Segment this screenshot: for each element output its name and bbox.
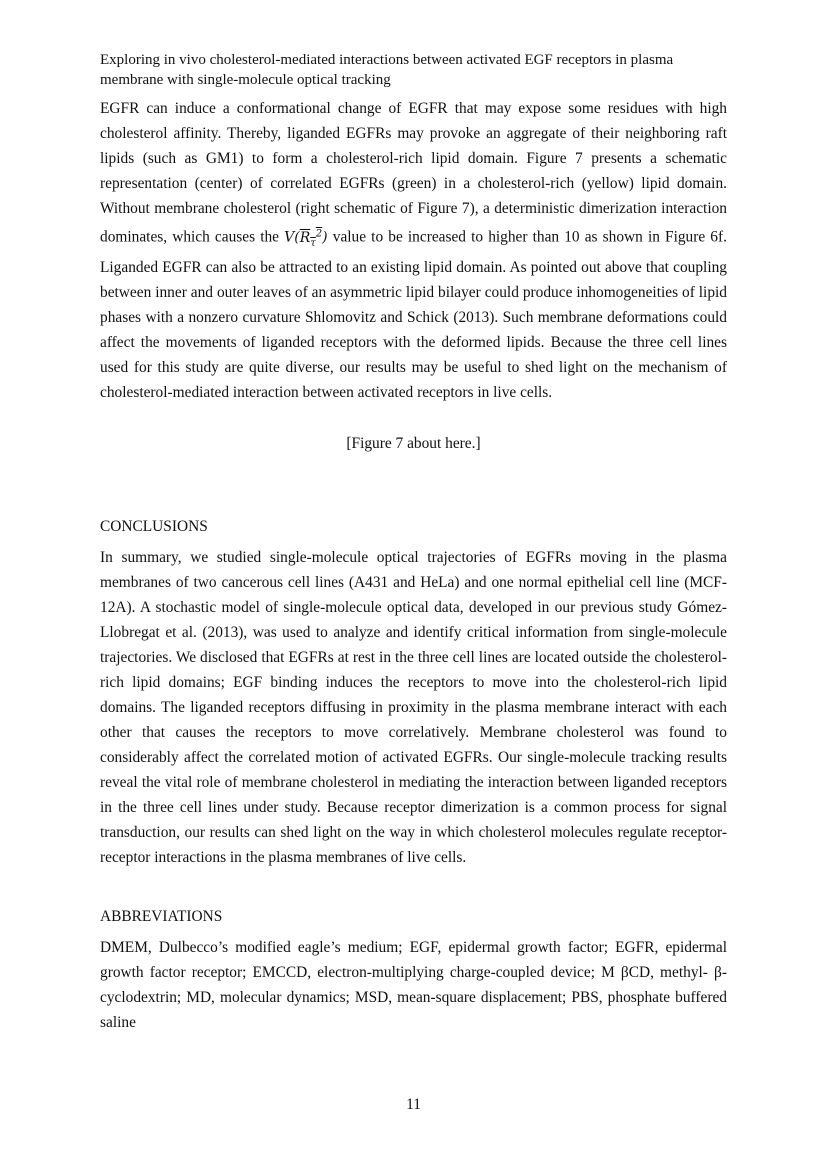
abbreviations-heading: ABBREVIATIONS: [100, 908, 223, 926]
page-number: 11: [406, 1096, 421, 1113]
discussion-text-after-math: value to be increased to higher than 10 as shown in Figure 6f. Liganded EGFR can also be attracted to an existing lipid domain. As pointed out above that coupling between inner and outer leaves of an asymmetric lipid bilayer could produce inhomogeneities of lipid phases with a nonzero curvature Shlomovitz and Schick (2013). Such membrane deformations could affect the movements of liganded receptors with the deformed lipids. Because the three cell lines used for this study are quite diverse, our results may be useful to shed light on the mechanism of cholesterol-mediated interaction between activated receptors in live cells.: [100, 228, 727, 402]
conclusions-heading: CONCLUSIONS: [100, 518, 208, 536]
conclusions-paragraph: In summary, we studied single-molecule optical trajectories of EGFRs moving in the plasma membranes of two cancerous cell lines (A431 and HeLa) and one normal epithelial cell line (MCF-12A). A stochastic model of single-molecule optical data, developed in our previous study Gómez-Llobregat et al. (2013), was used to analyze and identify critical information from single-molecule trajectories. We disclosed that EGFRs at rest in the three cell lines are located outside the cholesterol-rich lipid domains; EGF binding induces the receptors to move into the cholesterol-rich lipid domains. The liganded receptors diffusing in proximity in the plasma membrane interact with each other that causes the receptors to move correlatively. Membrane cholesterol was found to considerably affect the correlated motion of activated EGFRs. Our single-molecule tracking results reveal the vital role of membrane cholesterol in mediating the interaction between liganded receptors in the three cell lines under study. Because receptor dimerization is a common process for signal transduction, our results can shed light on the way in which cholesterol molecules regulate receptor-receptor interactions in the plasma membranes of live cells.: [100, 549, 727, 867]
figure-placeholder: [Figure 7 about here.]: [346, 435, 481, 453]
page-content: [100, 50, 727, 1035]
variance-math-expression: $V(R_\tau^2)$: [284, 228, 328, 249]
abbreviations-paragraph: DMEM, Dulbecco’s modified eagle’s medium; EGF, epidermal growth factor; EGFR, epidermal growth factor receptor; EMCCD, electron-multiplying charge-coupled device; M βCD, methyl- β-cyclodextrin; MD, molecular dynamics; MSD, mean-square displacement; PBS, phosphate buffered saline: [100, 939, 727, 1032]
discussion-paragraph: [100, 96, 727, 405]
discussion-text-before-math: EGFR can induce a conformational change of EGFR that may expose some residues with high cholesterol affinity. Thereby, liganded EGFRs may provoke an aggregate of their neighboring raft lipids (such as GM1) to form a cholesterol-rich lipid domain. Figure 7 presents a schematic representation (center) of correlated EGFRs (green) in a cholesterol-rich (yellow) lipid domain. Without membrane cholesterol (right schematic of Figure 7), a deterministic dimerization interaction dominates, which causes the: [100, 100, 727, 246]
running-title: Exploring in vivo cholesterol-mediated interactions between activated EGF receptors in plasma membrane with single-molecule optical tracking: [100, 52, 674, 88]
